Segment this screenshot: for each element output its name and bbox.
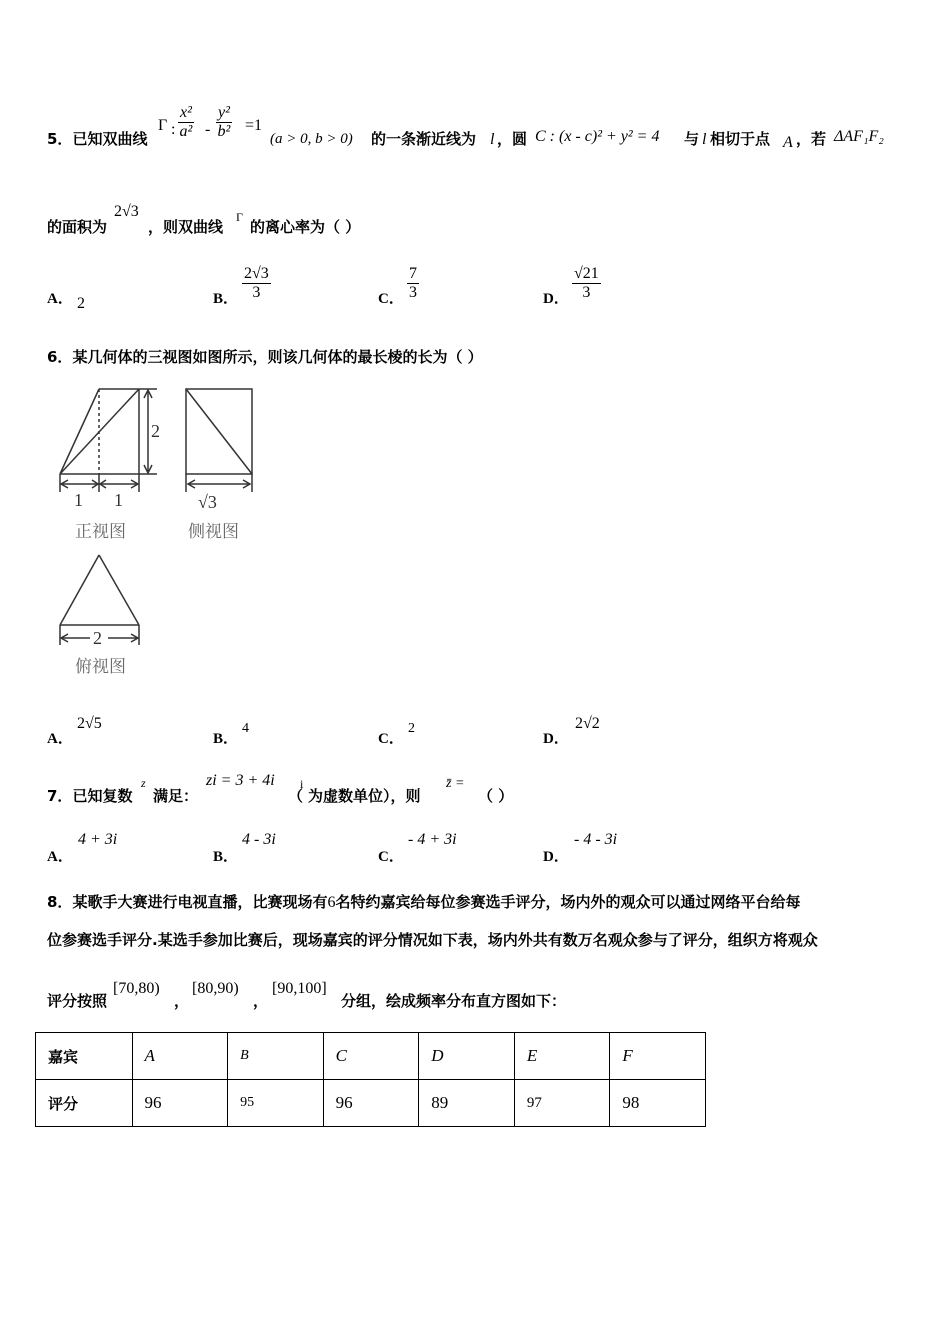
q7-option-b-value: 4 - 3i [242,831,276,848]
q5-text-7: 的面积为 [47,218,108,236]
q5-l2: l [702,131,707,148]
q5-frac-y [216,104,232,141]
guest-score-table [35,1032,706,1127]
q5-option-b-label[interactable]: B． [213,291,239,307]
q6-option-b-label[interactable]: B． [213,731,239,747]
table-header-score: 评分 [36,1080,133,1127]
q5-text-5: 相切于点 [710,130,771,148]
q5-option-d-frac [572,265,601,302]
table-row-scores [36,1080,706,1127]
q7-zbar: z̄ = [446,776,465,791]
q5-triangle: ΔAF₁F₂ [834,128,884,145]
table-cell-score: 96 [132,1080,228,1127]
q5-cond: (a > 0, b > 0) [270,131,353,147]
q5-gamma2: Γ [236,210,243,224]
table-cell-score: 96 [323,1080,419,1127]
q5-gamma: Γ [158,117,168,134]
table-cell-guest: F [610,1033,706,1080]
q7-text-4: 为虚数单位），则 [308,787,421,805]
q5-option-c-den: 3 [409,284,417,301]
q5-number: 5． [47,130,73,148]
q6-option-c-value: 2 [408,721,415,736]
q7-line [47,785,132,806]
dim-top-label: 2 [93,628,102,648]
q8-comma-2: ， [253,992,269,1010]
q5-frac-x [178,104,194,141]
q7-z: z [141,776,146,790]
q8-line1 [47,891,800,912]
q5-option-a-label[interactable]: A． [47,291,73,307]
q5-text-1: 已知双曲线 [72,130,148,148]
top-view-label: 俯视图 [75,657,126,676]
q6-option-c-label[interactable]: C． [378,731,404,747]
q5-option-a-value: 2 [77,295,85,312]
q5-option-d-num: √21 [574,265,599,282]
table-cell-score: 97 [514,1080,610,1127]
q8-interval-1: [70,80) [113,980,160,997]
q8-text-3a: 评分按照 [47,992,108,1010]
front-view-shape [60,389,139,474]
q5-text-2: 的一条渐近线为 [371,130,477,148]
q6-option-d-label[interactable]: D． [543,731,569,747]
q7-number: 7． [47,787,73,805]
front-width-dimension [60,474,139,492]
side-view-shape [186,389,252,492]
side-view-label: 侧视图 [188,522,239,541]
q6-three-view-figure [40,380,280,685]
q5-eq1: =1 [245,117,263,134]
q5-colon: : [171,121,176,138]
q5-text-6: ，若 [796,130,827,148]
q5-area: 2√3 [114,203,139,220]
q5-option-c-num: 7 [409,265,417,282]
q5-option-d-den: 3 [582,284,591,301]
q5-text-8: ，则双曲线 [148,218,224,236]
front-view-label: 正视图 [75,522,126,541]
q8-comma-1: ， [174,992,190,1010]
dim-right-label: 1 [114,490,123,510]
q6-option-d-value: 2√2 [575,715,600,732]
q5-circle: C : (x - c)² + y² = 4 [535,128,660,145]
q5-l: l [490,131,495,148]
q5-b2: b² [217,123,231,140]
q8-number: 8． [47,893,73,911]
table-cell-guest: C [323,1033,419,1080]
table-cell-score: 89 [419,1080,515,1127]
q5-a2: a² [179,123,193,140]
table-cell-guest: A [132,1033,228,1080]
q7-text-3: （ [288,787,304,805]
q6-option-a-label[interactable]: A． [47,731,73,747]
q6-text: 某几何体的三视图如图所示，则该几何体的最长棱的长为（ ） [72,348,483,366]
q6-option-a-value: 2√5 [77,715,102,732]
q6-stem [47,346,483,367]
q5-option-c-label[interactable]: C． [378,291,404,307]
q5-option-d-label[interactable]: D． [543,291,569,307]
dim-side-label: √3 [198,492,217,512]
q6-option-b-value: 4 [242,721,249,736]
q5-option-b-den: 3 [252,284,261,301]
dim-left-label: 1 [74,490,83,510]
q8-text-1b: 名特约嘉宾给每位参赛选手评分，场内外的观众可以通过网络平台给每 [335,893,801,911]
q5-minus: - [205,121,211,138]
q5-x2: x² [180,104,192,121]
q5-A: A [783,134,793,151]
q8-six: 6 [327,894,336,911]
q7-text-2: 满足： [153,787,199,805]
q8-text-3b: 分组，绘成频率分布直方图如下： [341,992,567,1010]
q7-option-d-label[interactable]: D． [543,849,569,865]
q5-line1 [47,128,147,149]
q8-text-1a: 某歌手大赛进行电视直播，比赛现场有 [72,893,328,911]
q7-text-5: （ ） [478,787,514,805]
q7-equation: zi = 3 + 4i [206,772,275,789]
q7-option-c-label[interactable]: C． [378,849,404,865]
q7-option-a-value: 4 + 3i [78,831,118,848]
q6-number: 6． [47,348,73,366]
table-cell-score: 98 [610,1080,706,1127]
table-row-guests [36,1033,706,1080]
q7-i: i [300,777,304,791]
q8-interval-3: [90,100] [272,980,327,997]
q5-option-c-frac [407,265,419,302]
q8-interval-2: [80,90) [192,980,239,997]
table-header-guest: 嘉宾 [36,1033,133,1080]
q7-option-a-label[interactable]: A． [47,849,73,865]
q7-text-1: 已知复数 [72,787,133,805]
dim-height-label: 2 [151,421,160,441]
q7-option-d-value: - 4 - 3i [574,831,618,848]
q5-text-4: 与 [684,130,700,148]
q8-line2: 位参赛选手评分.某选手参加比赛后，现场嘉宾的评分情况如下表，场内外共有数万名观众参与了评分，组织方将观众 [47,931,818,949]
q5-y2: y² [218,104,230,121]
q5-option-b-num: 2√3 [244,265,269,282]
table-cell-guest: E [514,1033,610,1080]
q7-option-b-label[interactable]: B． [213,849,239,865]
q5-text-3: ，圆 [497,130,528,148]
q5-text-9: 的离心率为（ ） [250,218,361,236]
table-cell-guest: D [419,1033,515,1080]
q7-option-c-value: - 4 + 3i [408,831,457,848]
table-cell-score: 95 [228,1080,324,1127]
table-cell-guest: B [228,1033,324,1080]
q5-option-b-frac [242,265,271,302]
